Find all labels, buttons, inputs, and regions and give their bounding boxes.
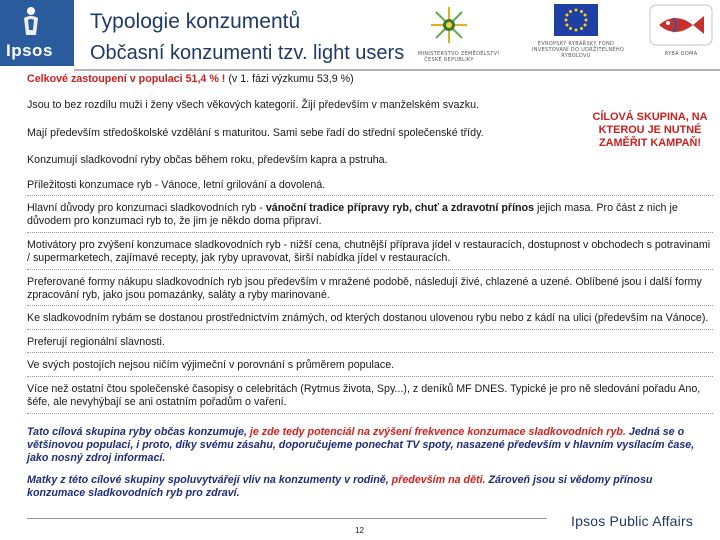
eu-caption-3: RYBOLOVU (561, 53, 591, 59)
paragraph-purchase-forms: Preferované formy nákupu sladkovodních ryb jsou především v mražené podobě, následují živé, chlazené a uzené. Oblíbené jsou i další formy zpracování ryb, jako jsou pomazánky, saláty a ryby marinované. (27, 270, 713, 307)
header-divider (74, 69, 720, 71)
ministry-caption-2: ČESKÉ REPUBLIKY (424, 57, 474, 63)
paragraph-demographics: Jsou to bez rozdílu muži i ženy všech věkových kategorií. Žijí především v manželském svazku. (27, 99, 480, 112)
recommendation-frequency (27, 414, 713, 466)
paragraph-motivators: Motivátory pro zvýšení konzumace sladkovodních ryb - nižší cena, chutnější příprava jídel v restauracích, dostupnost v obchodech s potravinami / supermarketech, zajímavé recepty, jak ryby upravovat, širší nabídka jídel v restauracích. (27, 233, 713, 270)
paragraph-education: Mají především středoškolské vzdělání s maturitou. Sami sebe řadí do střední společenské třídy. (27, 126, 484, 139)
reasons-emphasis: vánoční tradice přípravy ryb, chuť a zdravotní přínos (265, 202, 535, 215)
eu-caption-1: EVROPSKÝ RYBÁŘSKÝ FOND (537, 41, 615, 47)
recommendation-mothers-lead: Matky z této cílové skupiny spoluvytvářejí vliv na konzumenty v rodině, (27, 473, 392, 486)
paragraph-media: Více než ostatní čtou společenské časopisy o celebritách (Rytmus života, Spy...), z deníků MF DNES. Typické je pro ně sledování pořadu Ano, šéfe, ale nevyhýbají se ani ostatním pořadům o vaření. (27, 377, 713, 414)
reasons-lead: Hlavní důvody pro konzumaci sladkovodních ryb - (27, 202, 266, 215)
population-share-note: (v 1. fázi výzkumu 53,9 %) (225, 73, 354, 85)
eu-caption-2: INVESTOVÁNÍ DO UDRŽITELNÉHO (532, 47, 625, 53)
recommendation-frequency-lead: Tato cílová skupina ryby občas konzumuje, (27, 425, 250, 438)
page-subtitle: Občasní konzumenti tzv. light users (90, 42, 405, 64)
target-group-callout: CÍLOVÁ SKUPINA, NA KTEROU JE NUTNÉ ZAMĚŘIT KAMPAŇ! (592, 111, 708, 149)
population-share-highlight: Celkové zastoupení v populaci 51,4 % ! (27, 73, 226, 85)
paragraph-attitudes: Ve svých postojích nejsou ničím výjimeční v porovnání s průměrem populace. (27, 353, 713, 376)
ipsos-wordmark: Ipsos (6, 41, 53, 60)
reasons-tail: jejich masa. Pro část z nich je důvodem pro konzumaci ryb to, že jim je někdo doma připraví. (27, 202, 678, 228)
eu-flag-icon (554, 4, 598, 36)
paragraph-reasons (27, 196, 713, 233)
page-title: Typologie konzumentů (90, 10, 301, 33)
population-share (27, 73, 713, 86)
recommendation-mothers (27, 466, 713, 501)
ryba-doma-caption: RYBA DOMA (664, 51, 698, 57)
ryba-doma-logo (646, 4, 716, 57)
ministry-caption-1: MINISTERSTVO ZEMĚDĚLSTVÍ (418, 51, 500, 57)
recommendation-frequency-tail: Jedná se o většinovou populaci, i proto, díky svému zásahu, doporučujeme ponechat TV spoty, nasazené především v hlavním vysílacím čase, jako nosný zdroj informací. (27, 425, 695, 465)
page-number: 12 (355, 526, 364, 535)
paragraph-festivals: Preferují regionální slavnosti. (27, 330, 713, 353)
footer-brand: Ipsos Public Affairs (571, 513, 694, 529)
recommendation-mothers-tail: Zároveň jsou si vědomy přínosu konzumace sladkovodních ryb pro zdraví. (27, 473, 653, 500)
paragraph-sources: Ke sladkovodním rybám se dostanou prostřednictvím známých, od kterých dostanou ulovenou rybu nebo z kádí na ulici (především na Vánoce). (27, 306, 713, 329)
paragraph-consumption: Konzumují sladkovodní ryby občas během roku, především kapra a pstruha. (27, 154, 388, 167)
eu-fund-logo (532, 4, 625, 59)
ministry-logo (418, 4, 500, 63)
recommendation-frequency-emphasis: je zde tedy potenciál na zvýšení frekvence konzumace sladkovodních ryb. (249, 425, 626, 438)
ministry-emblem-icon (429, 4, 469, 46)
paragraph-occasions: Příležitosti konzumace ryb - Vánoce, letní grilování a dovolená. (27, 171, 713, 196)
footer-divider (27, 518, 547, 519)
fish-icon (649, 4, 713, 46)
recommendation-mothers-emphasis: především na děti. (391, 473, 486, 486)
ipsos-logo (0, 0, 74, 66)
ipsos-figure-icon (19, 6, 43, 36)
